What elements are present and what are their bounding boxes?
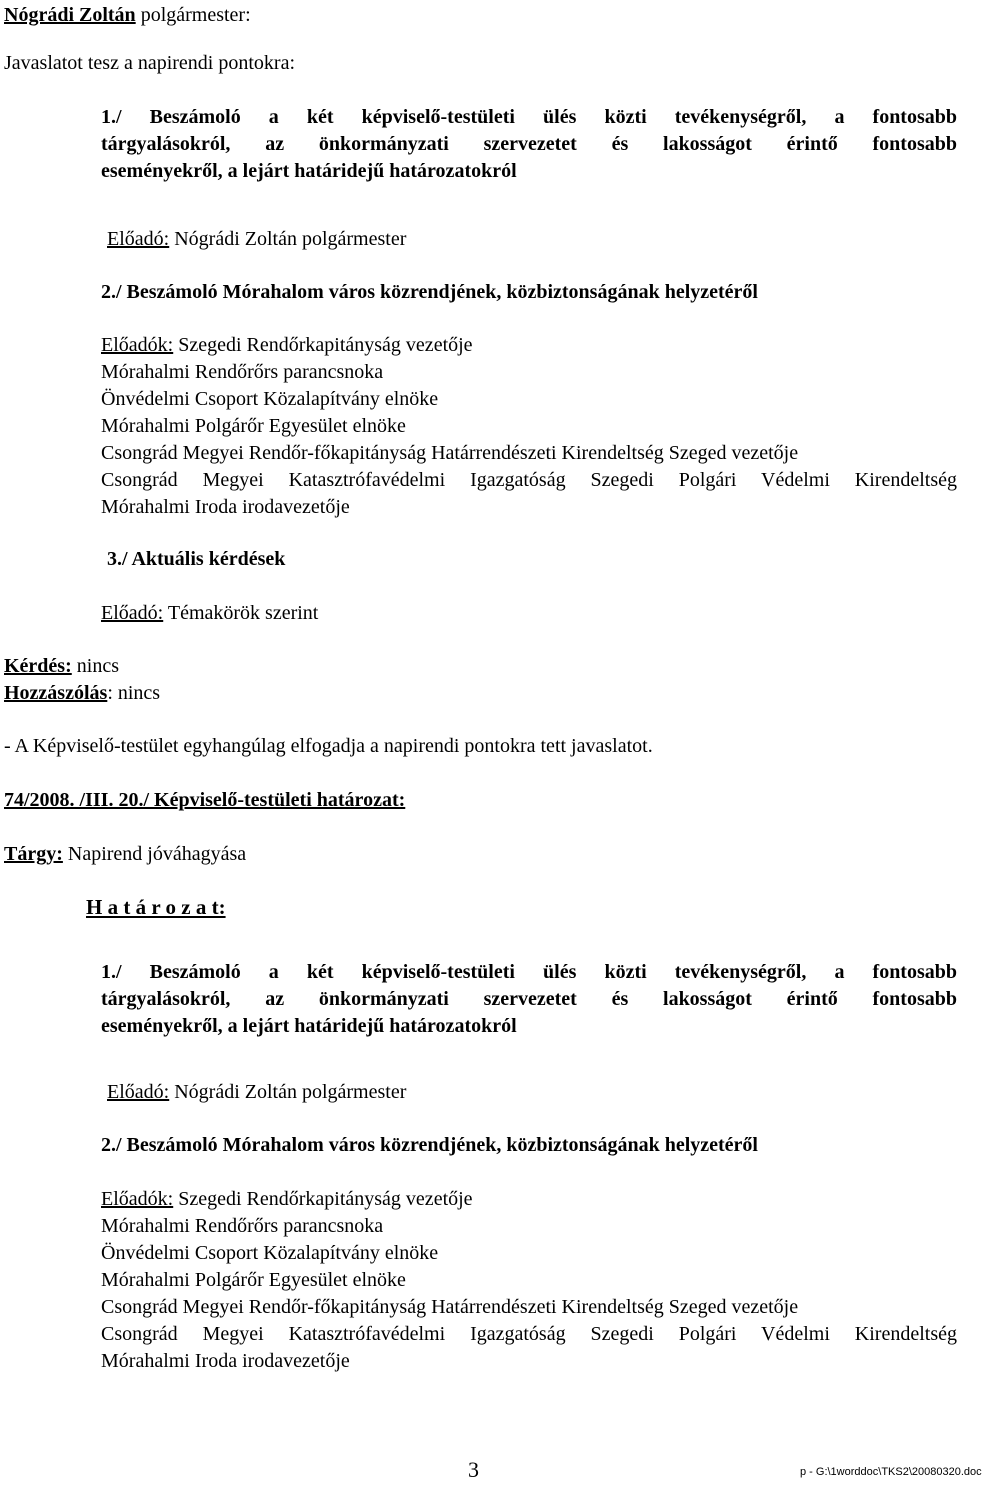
question-value: nincs	[71, 655, 119, 677]
comment-value: : nincs	[107, 682, 161, 704]
intro-text: Javaslatot tesz a napirendi pontokra:	[4, 52, 296, 74]
presenter-row	[101, 332, 957, 359]
presenters-label: Előadók:	[101, 334, 174, 356]
subject-value: Napirend jóváhagyása	[62, 843, 247, 865]
presenter-row: Önvédelmi Csoport Közalapítvány elnöke	[101, 1242, 439, 1264]
presenter-name: Nógrádi Zoltán polgármester	[169, 1081, 407, 1103]
agenda-item-3-presenter	[101, 600, 318, 627]
page-number: 3	[468, 1457, 479, 1482]
agenda-item-1-presenter	[107, 226, 406, 253]
presenter-row: Mórahalmi Polgárőr Egyesület elnöke	[101, 1269, 406, 1291]
presenter-row: Csongrád Megyei Katasztrófavédelmi Igazgatóság Szegedi Polgári Védelmi Kirendeltség	[101, 1323, 957, 1345]
file-path: p - G:\1worddoc\TKS2\20080320.doc	[800, 1466, 982, 1478]
comment-line	[4, 680, 160, 707]
presenter-label: Előadó:	[107, 228, 170, 250]
presenter-row: Mórahalmi Rendőrőrs parancsnoka	[101, 1215, 384, 1237]
presenters-label: Előadók:	[101, 1188, 174, 1210]
question-label: Kérdés:	[4, 655, 72, 677]
resolution-item-1-line: 1./ Beszámoló a két képviselő-testületi ülés közti tevékenységről, a fontosabb	[101, 961, 957, 983]
resolution-item-1	[101, 959, 957, 1040]
presenter-row: Csongrád Megyei Rendőr-főkapitányság Határrendészeti Kirendeltség Szeged vezetője	[101, 1296, 799, 1318]
agenda-item-1-line: 1./ Beszámoló a két képviselő-testületi ülés közti tevékenységről, a fontosabb	[101, 106, 957, 128]
resolution-number: 74/2008. /III. 20./ Képviselő-testületi határozat:	[4, 789, 406, 811]
presenter-row: Önvédelmi Csoport Közalapítvány elnöke	[101, 388, 439, 410]
presenter-row: Mórahalmi Iroda irodavezetője	[101, 496, 350, 518]
speaker-role: polgármester:	[135, 4, 251, 26]
resolution-item-2-title: 2./ Beszámoló Mórahalom város közrendjének, közbiztonságának helyzetéről	[101, 1134, 758, 1156]
agenda-item-2-presenters	[101, 332, 957, 521]
agenda-item-1	[101, 104, 957, 185]
resolution-heading: H a t á r o z a t:	[86, 895, 226, 919]
presenter-label: Előadó:	[107, 1081, 170, 1103]
presenter-row: Mórahalmi Polgárőr Egyesület elnöke	[101, 415, 406, 437]
presenter-row: Csongrád Megyei Katasztrófavédelmi Igazgatóság Szegedi Polgári Védelmi Kirendeltség	[101, 469, 957, 491]
presenter-row	[101, 1186, 957, 1213]
presenter-name: Szegedi Rendőrkapitányság vezetője	[173, 1188, 473, 1210]
comment-label: Hozzászólás	[4, 682, 108, 704]
subject-label: Tárgy:	[4, 843, 63, 865]
presenter-label: Előadó:	[101, 602, 164, 624]
resolution-item-1-line: eseményekről, a lejárt határidejű határozatokról	[101, 1015, 517, 1037]
agenda-item-2-title: 2./ Beszámoló Mórahalom város közrendjének, közbiztonságának helyzetéről	[101, 281, 758, 303]
question-line	[4, 653, 119, 680]
presenter-row: Mórahalmi Rendőrőrs parancsnoka	[101, 361, 384, 383]
agenda-item-1-line: eseményekről, a lejárt határidejű határozatokról	[101, 160, 517, 182]
speaker-line	[4, 2, 251, 29]
speaker-name: Nógrádi Zoltán	[4, 4, 136, 26]
presenter-name: Szegedi Rendőrkapitányság vezetője	[173, 334, 473, 356]
resolution-item-1-presenter	[107, 1079, 406, 1106]
presenter-name: Nógrádi Zoltán polgármester	[169, 228, 407, 250]
agenda-item-1-line: tárgyalásokról, az önkormányzati szervezetet és lakosságot érintő fontosabb	[101, 133, 957, 155]
presenter-name: Témakörök szerint	[163, 602, 319, 624]
statement-text: - A Képviselő-testület egyhangúlag elfogadja a napirendi pontokra tett javaslatot.	[4, 735, 653, 757]
subject-line	[4, 841, 246, 868]
presenter-row: Csongrád Megyei Rendőr-főkapitányság Határrendészeti Kirendeltség Szeged vezetője	[101, 442, 799, 464]
resolution-item-1-line: tárgyalásokról, az önkormányzati szervezetet és lakosságot érintő fontosabb	[101, 988, 957, 1010]
agenda-item-3-title: 3./ Aktuális kérdések	[107, 548, 286, 570]
presenter-row: Mórahalmi Iroda irodavezetője	[101, 1350, 350, 1372]
resolution-item-2-presenters	[101, 1186, 957, 1375]
